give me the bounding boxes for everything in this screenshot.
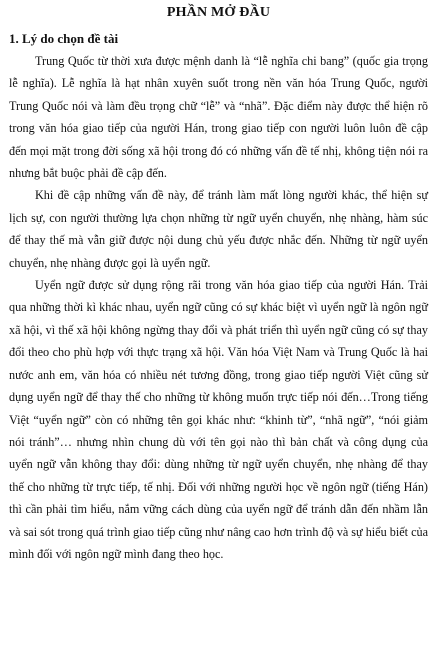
- page-heading: PHẦN MỞ ĐẦU: [166, 5, 271, 20]
- section-title: 1. Lý do chọn đề tài: [9, 31, 119, 46]
- paragraph-2: Khi đề cập những vấn đề này, để tránh làm mất lòng người khác, thể hiện sự lịch sự, con người thường lựa chọn những từ ngữ uyển chuyển, nhẹ nhàng, hàm súc để thay thế mà vẫn giữ được nội dung chủ yếu được nhắc đến. Những từ ngữ uyển chuyển, nhẹ nhàng được gọi là uyển ngữ.: [9, 188, 428, 270]
- document-page: [9, 4, 428, 565]
- paragraph-1: Trung Quốc từ thời xưa được mệnh danh là “lễ nghĩa chi bang” (quốc gia trọng lễ nghĩa). Lễ nghĩa là hạt nhân xuyên suốt trong nền văn hóa Trung Quốc, người Trung Quốc nói và làm đều trọng chữ “lễ” và “nhã”. Đặc điểm này được thể hiện rõ trong văn hóa giao tiếp của người Hán, trong giao tiếp con người luôn luôn đề cập đến mọi mặt trong đời sống xã hội trong đó có những vấn đề tế nhị, không tiện nói ra nhưng bắt buộc phải đề cập đến.: [9, 54, 428, 181]
- paragraph-3: Uyển ngữ được sử dụng rộng rãi trong văn hóa giao tiếp của người Hán. Trải qua những thời kì khác nhau, uyển ngữ cũng có sự khác biệt vì uyển ngữ là ngôn ngữ xã hội, vì thế xã hội không ngừng thay đổi và phát triển thì uyển ngữ cũng có sự thay đổi theo cho phù hợp với thực trạng xã hội. Văn hóa Việt Nam và Trung Quốc là hai nước anh em, văn hóa có nhiều nét tương đồng, trong giao tiếp người Việt cũng sử dụng uyển ngữ để thay thế cho những từ không muốn trực tiếp nói đến…Trong tiếng Việt “uyển ngữ” còn có những tên gọi khác như: “khinh từ”, “nhã ngữ”, “nói giảm nói tránh”… nhưng nhìn chung dù với tên gọi nào thì bản chất và công dụng của uyển ngữ vẫn không thay đổi: dùng những từ ngữ uyển chuyển, nhẹ nhàng để thay thế cho những từ trực tiếp, tế nhị. Đối với những người học về ngôn ngữ (tiếng Hán) thì cần phải tìm hiểu, nắm vững cách dùng của uyển ngữ để tránh dẫn đến nhầm lẫn và sai sót trong quá trình giao tiếp cũng như nâng cao hơn trình độ và sự hiểu biết của mình đối với ngôn ngữ mình đang theo học.: [9, 278, 428, 561]
